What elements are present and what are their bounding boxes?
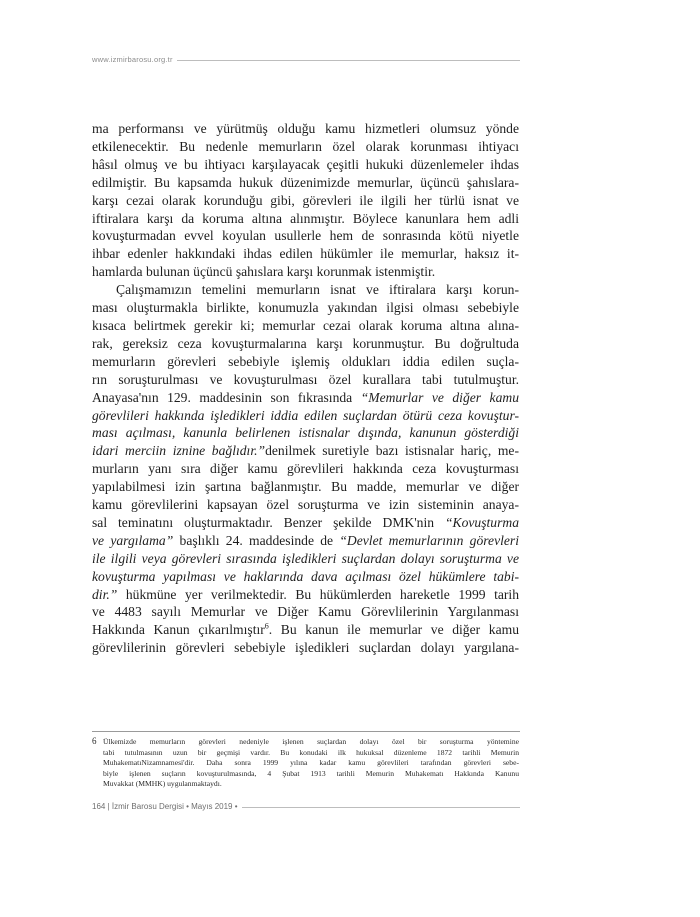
text-line: hâsıl olmuş ve bu ihtiyacı karşılayacak çeşitli hukuki düzenlemeler ihdas [92, 156, 519, 172]
text-line: yapılabilmesi izin şartına bağlanmıştır. Bu madde, memurlar ve diğer [92, 479, 519, 495]
footnote [92, 737, 519, 790]
paragraph-1 [92, 120, 519, 281]
footnote-line: Ülkemizde memurların görevleri nedeniyle işlenen suçlardan dolayı özel bir soruşturma yöntemine [103, 737, 519, 746]
page-header [92, 54, 520, 68]
text-line [92, 442, 519, 460]
text-line: görevlilerinin görevleri sebebiyle işledikleri suçlardan dolayı yargılana- [92, 640, 519, 656]
footnote-divider [92, 731, 520, 732]
text-line: rak, gereksiz ceza kovuşturmalarına karşı korunmuştur. Bu doğrultuda [92, 335, 519, 351]
text-line: murların yanı sıra diğer kamu görevlileri hakkında ceza kovuşturması [92, 461, 519, 477]
text-line: ihbar edenler hakkındaki ihdas edilen hükümler ile memurlar, haksız it- [92, 246, 519, 262]
text-line [92, 568, 519, 586]
text-line: rın soruşturulması ve kovuşturulması özel kurallara tabi tutulmuştur. [92, 371, 519, 387]
footnote-marker: 6 [92, 736, 97, 746]
text-run: başlıklı 24. maddesinde de [173, 532, 340, 548]
footnote-line: Muvakkat (MMHK) uygulanmaktaydı. [103, 779, 222, 789]
footnote-line: MuhakematıNizamnamesi'dir. Daha sonra 1999 yılına kadar kamu görevlileri tarafından görevleri sebe- [103, 758, 519, 768]
text-run: Hakkında Kanun çıkarılmıştır [92, 622, 265, 638]
quotation-italic: “Devlet memurlarının görevleri [339, 532, 519, 548]
text-line [92, 407, 519, 425]
quotation-italic: görevlileri hakkında işledikleri iddia edilen suçlardan ötürü ceza kovuştur- [92, 407, 519, 423]
text-run: . Bu kanun ile memurlar ve diğer kamu [268, 622, 519, 638]
text-run: sal teminatını oluşturmaktadır. Benzer şekilde DMK'nin [92, 514, 445, 530]
text-line: karşı cezai olarak korunduğu gibi, görevleri ile ilgili her türlü isnat ve [92, 192, 519, 208]
footnote-reference[interactable]: 6 [264, 621, 269, 631]
footnote-line: biyle işlenen suçların kovuşturulmasında, 4 Şubat 1913 tarihli Memurin Muhakematı Hakkında Kanunu [103, 768, 519, 778]
text-line [92, 586, 519, 604]
text-line: ma performansı ve yürütmüş olduğu kamu hizmetleri olumsuz yönde [92, 121, 519, 136]
text-line: kısaca belirtmek gerekir ki; memurlar cezai olarak koruma altına alına- [92, 317, 519, 333]
quotation-italic: idari merciin iznine bağlıdır.” [92, 443, 266, 459]
quotation-italic: “Kovuşturma [444, 514, 519, 530]
body-text [92, 120, 519, 657]
page-footer [92, 801, 520, 815]
footer-page-info: 164 | İzmir Barosu Dergisi • Mayıs 2019 • [92, 801, 242, 813]
paragraph-2 [92, 281, 519, 657]
text-line [92, 389, 519, 407]
quotation-italic: dir.” [92, 586, 118, 602]
text-run: Anayasa'nın 129. maddesinin son fıkrasında [92, 389, 361, 405]
text-line: ması oluşturmakla birlikte, konumuzla yakından ilgisi olması sebebiyle [92, 300, 519, 316]
text-line: memurların görevleri sebebiyle işlemiş oldukları iddia edilen suçla- [92, 353, 519, 369]
text-line [92, 621, 519, 639]
footnote-line: tabi tutulmasının uzun bir geçmişi vardır. Bu konudaki ilk hukuksal düzenleme 1872 tarihli Memurin [103, 747, 519, 757]
text-line: kovuşturmadan evvel koyulan usullerle hem de sonrasında kötü niyetle [92, 228, 519, 244]
text-line: ve 4483 sayılı Memurlar ve Diğer Kamu Görevlilerinin Yargılanması [92, 604, 519, 620]
quotation-italic: kovuşturma yapılması ve haklarında dava açılması özel hükümlere tabi- [92, 568, 519, 584]
quotation-italic: ile ilgili veya görevleri sırasında işledikleri suçlardan dolayı soruşturma ve [92, 550, 519, 566]
text-line: edilmiştir. Bu kapsamda hukuk düzenimizde memurlar, üçüncü şahıslara- [92, 174, 519, 190]
text-line: Çalışmamızın temelini memurların isnat ve iftiralara karşı korun- [116, 282, 519, 298]
text-line [92, 424, 519, 442]
header-url[interactable]: www.izmirbarosu.org.tr [92, 54, 177, 66]
text-run: denilmek suretiyle bazı istisnalar hariç, me- [265, 443, 519, 459]
text-line: iftiralara karşı da koruma altına alınmıştır. Böylece kanunlara hem adli [92, 210, 519, 226]
text-run: hükmüne yer verilmektedir. Bu hükümlerden hareketle 1999 tarih [117, 586, 519, 602]
text-line [92, 514, 519, 532]
text-line [92, 532, 519, 550]
text-line: kamu görevlilerini kapsayan özel soruşturma ve izin sisteminin anaya- [92, 497, 519, 513]
quotation-italic: ve yargılama” [92, 532, 174, 548]
quotation-italic: “Memurlar ve diğer kamu [360, 389, 519, 405]
text-line: hamlarda bulunan üçüncü şahıslara karşı korunmak istenmiştir. [92, 264, 436, 280]
text-line [92, 550, 519, 568]
quotation-italic: ması açılması, kanunla belirlenen istisnalar dışında, kanunun gösterdiği [92, 425, 519, 441]
text-line: etkilenecektir. Bu nedenle memurların özel olarak korunması ihtiyacı [92, 138, 519, 154]
